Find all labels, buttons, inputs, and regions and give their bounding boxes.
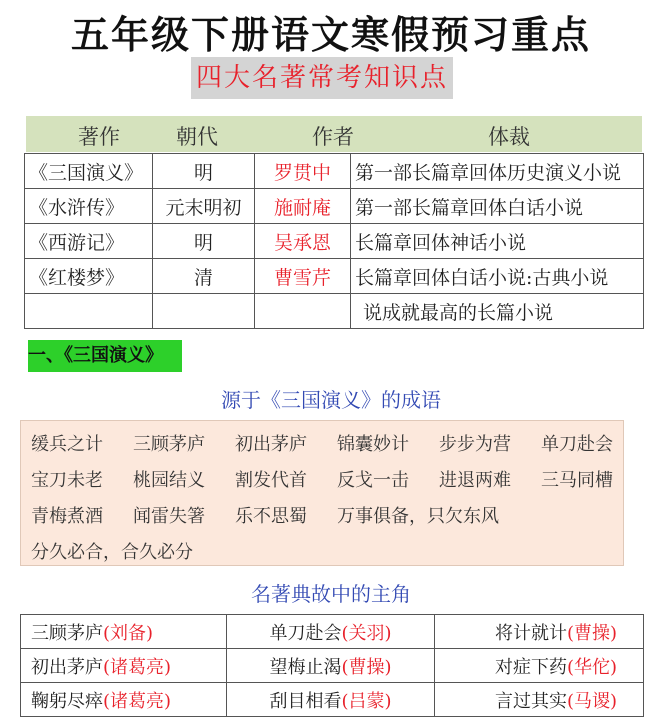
character-name: (马谡) — [566, 690, 617, 712]
roles-table — [20, 614, 644, 717]
character-name: (华佗) — [566, 656, 617, 678]
works-table — [24, 153, 644, 329]
idiom-item: 进退两难 — [439, 470, 511, 491]
work-cell — [25, 294, 153, 329]
idiom-item: 分久必合，合久必分 — [31, 542, 193, 563]
works-table-header — [26, 116, 642, 152]
header-author: 作者 — [312, 125, 354, 149]
author-cell — [255, 294, 351, 329]
idiom-item: 割发代首 — [235, 470, 307, 491]
section-subtitle: 四大名著常考知识点 — [191, 57, 453, 99]
story-name: 对症下药 — [494, 656, 567, 678]
header-work: 著作 — [78, 125, 120, 149]
work-cell: 《水浒传》 — [25, 189, 153, 224]
idiom-item: 步步为营 — [439, 434, 511, 455]
roles-heading: 名著典故中的主角 — [251, 582, 411, 606]
work-cell: 《三国演义》 — [25, 154, 153, 189]
character-name: (曹操) — [341, 656, 392, 678]
idiom-item: 锦囊妙计 — [337, 434, 409, 455]
idiom-item: 三马同槽 — [541, 470, 613, 491]
author-cell: 吴承恩 — [255, 224, 351, 259]
idiom-item: 宝刀未老 — [31, 470, 103, 491]
idiom-row — [31, 535, 623, 571]
character-name: (关羽) — [341, 622, 392, 644]
idiom-item: 闻雷失箸 — [133, 506, 205, 527]
work-cell: 《西游记》 — [25, 224, 153, 259]
section-heading-sanguo: 一、《三国演义》 — [28, 340, 182, 372]
role-cell — [227, 615, 435, 649]
character-name: (诸葛亮) — [103, 656, 172, 678]
story-name: 三顾茅庐 — [31, 622, 103, 644]
table-row — [21, 615, 644, 649]
genre-cell: 说成就最高的长篇小说 — [351, 294, 644, 329]
header-dynasty: 朝代 — [176, 125, 218, 149]
table-row — [25, 259, 644, 294]
idiom-row — [31, 499, 623, 535]
idioms-box — [20, 420, 624, 566]
author-cell: 曹雪芹 — [255, 259, 351, 294]
character-name: (诸葛亮) — [103, 690, 172, 712]
character-name: (曹操) — [566, 622, 617, 644]
idiom-item: 青梅煮酒 — [31, 506, 103, 527]
role-cell — [21, 649, 227, 683]
idiom-row — [31, 463, 623, 499]
role-cell — [435, 683, 644, 717]
table-row — [25, 189, 644, 224]
dynasty-cell: 元末明初 — [153, 189, 255, 224]
genre-cell: 长篇章回体白话小说:古典小说 — [351, 259, 644, 294]
dynasty-cell: 明 — [153, 224, 255, 259]
story-name: 言过其实 — [494, 690, 567, 712]
idiom-item: 反戈一击 — [337, 470, 409, 491]
author-cell: 施耐庵 — [255, 189, 351, 224]
role-cell — [435, 649, 644, 683]
story-name: 刮目相看 — [269, 690, 342, 712]
genre-cell: 长篇章回体神话小说 — [351, 224, 644, 259]
story-name: 望梅止渴 — [269, 656, 342, 678]
work-cell: 《红楼梦》 — [25, 259, 153, 294]
dynasty-cell — [153, 294, 255, 329]
character-name: (吕蒙) — [341, 690, 392, 712]
story-name: 单刀赴会 — [269, 622, 342, 644]
genre-cell: 第一部长篇章回体白话小说 — [351, 189, 644, 224]
role-cell — [227, 683, 435, 717]
idiom-item: 单刀赴会 — [541, 434, 613, 455]
role-cell — [21, 615, 227, 649]
character-name: (刘备) — [103, 622, 154, 644]
role-cell — [435, 615, 644, 649]
role-cell — [21, 683, 227, 717]
idiom-item: 桃园结义 — [133, 470, 205, 491]
story-name: 将计就计 — [494, 622, 567, 644]
idiom-item: 初出茅庐 — [235, 434, 307, 455]
idiom-row — [31, 427, 623, 463]
page-title: 五年级下册语文寒假预习重点 — [70, 13, 591, 57]
idiom-item: 缓兵之计 — [31, 434, 103, 455]
table-row — [21, 683, 644, 717]
idioms-heading: 源于《三国演义》的成语 — [221, 388, 441, 412]
story-name: 鞠躬尽瘁 — [31, 690, 103, 712]
author-cell: 罗贯中 — [255, 154, 351, 189]
dynasty-cell: 清 — [153, 259, 255, 294]
idiom-item: 万事俱备，只欠东风 — [337, 506, 499, 527]
story-name: 初出茅庐 — [31, 656, 103, 678]
genre-cell: 第一部长篇章回体历史演义小说 — [351, 154, 644, 189]
table-row — [21, 649, 644, 683]
role-cell — [227, 649, 435, 683]
dynasty-cell: 明 — [153, 154, 255, 189]
idiom-item: 乐不思蜀 — [235, 506, 307, 527]
table-row — [25, 294, 644, 329]
idiom-item: 三顾茅庐 — [133, 434, 205, 455]
table-row — [25, 224, 644, 259]
table-row — [25, 154, 644, 189]
header-genre: 体裁 — [488, 125, 530, 149]
